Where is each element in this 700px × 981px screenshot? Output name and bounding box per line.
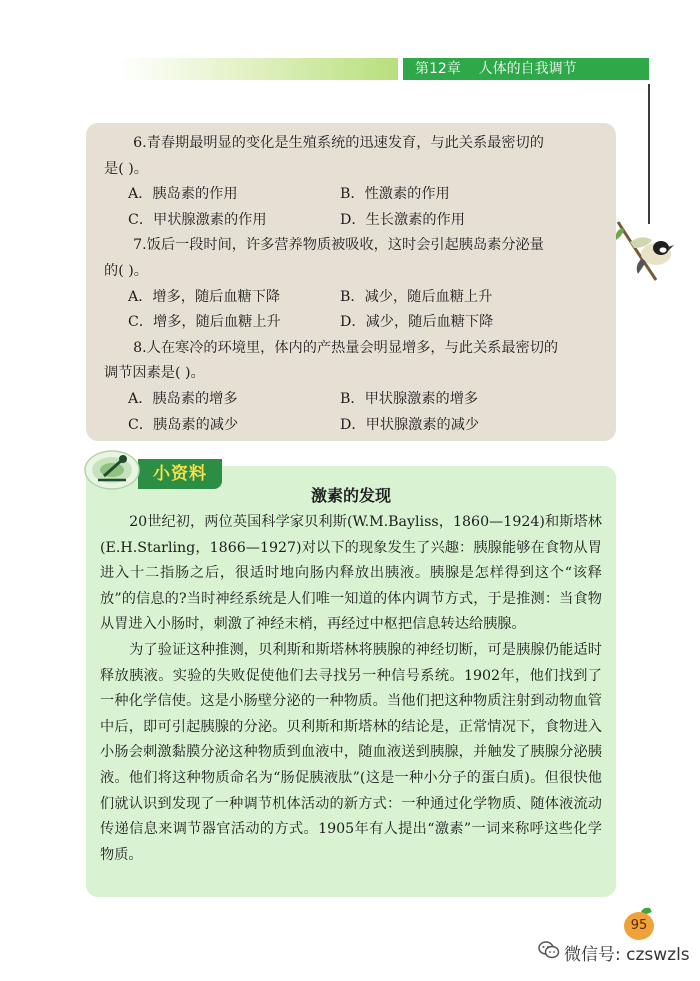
info-paragraph: 20世纪初，两位英国科学家贝利斯(W.M.Bayliss，1860—1924)和斯塔林(E.H.Starling，1866—1927)对以下的现象发生了兴趣：胰腺能够在食物从胃进入十二指肠之后，很适时地向肠内释放出胰液。胰腺是怎样得到这个“该释放”的信息的?当时神经系统是人们唯一知道的体内调节方式，于是推测：当食物从胃进入小肠时，刺激了神经末梢，再经过中枢把信息转达给胰腺。 [100,514,602,633]
option-c: C．甲状腺激素的作用 [128,211,267,228]
option-b: B．减少，随后血糖上升 [340,288,493,305]
info-box [86,466,616,897]
option-b: B．性激素的作用 [340,186,450,203]
option-d: D．减少，随后血糖下降 [340,314,494,331]
options-row [104,310,600,336]
bird-illustration [612,214,678,284]
question-8: 8.人在寒冷的环境里，体内的产热量会明显增多，与此关系最密切的 [133,339,559,356]
option-c: C．胰岛素的减少 [128,416,239,433]
option-a: A．胰岛素的增多 [128,390,238,407]
options-row [104,182,600,208]
info-title: 激素的发现 [310,486,391,505]
options-row [104,413,600,439]
options-row [104,285,600,311]
option-d: D．生长激素的作用 [340,211,465,228]
watermark [538,940,690,964]
question-7: 7.饭后一段时间，许多营养物质被吸收，这时会引起胰岛素分泌量 [133,237,544,254]
option-a: A．增多，随后血糖下降 [128,288,281,305]
exercise-box [86,123,616,441]
info-paragraph: 为了验证这种推测，贝利斯和斯塔林将胰腺的神经切断，可是胰腺仍能适时释放胰液。实验的失败促使他们去寻找另一种信号系统。1902年，他们找到了一种化学信使。这是小肠壁分泌的一种物质。当他们把这种物质注射到动物血管中后，即可引起胰腺的分泌。贝利斯和斯塔林的结论是，正常情况下，食物进入小肠会刺激黏膜分泌这种物质到血液中，随血液送到胰腺，并触发了胰腺分泌胰液。他们将这种物质命名为“肠促胰液肽”(这是一种小分子的蛋白质)。但很快他们就认识到发现了一种调节机体活动的新方式：一种通过化学物质、随体液流动传递信息来调节器官活动的方式。1905年有人提出“激素”一词来称呼这些化学物质。 [100,641,602,863]
info-tag-label: 小资料 [138,459,222,489]
page-number: 95 [624,912,654,940]
question-7-cont: 的( )。 [104,262,148,279]
question-6-cont: 是( )。 [104,160,148,177]
header-gradient-bar [118,58,398,80]
option-c: C．增多，随后血糖上升 [128,314,281,331]
option-a: A．胰岛素的作用 [128,186,238,203]
options-row [104,208,600,234]
chapter-title: 第12章 人体的自我调节 [403,58,649,80]
microscope-icon [84,446,142,494]
options-row [104,387,600,413]
option-d: D．甲状腺激素的减少 [340,416,480,433]
watermark-text: 微信号: czswzls [564,944,690,965]
option-b: B．甲状腺激素的增多 [340,390,479,407]
question-8-cont: 调节因素是( )。 [104,365,205,382]
page-number-badge [624,908,658,942]
wechat-icon [538,941,560,964]
question-6: 6.青春期最明显的变化是生殖系统的迅速发育，与此关系最密切的 [133,135,544,151]
margin-rule [648,84,650,224]
info-tag [84,446,224,490]
